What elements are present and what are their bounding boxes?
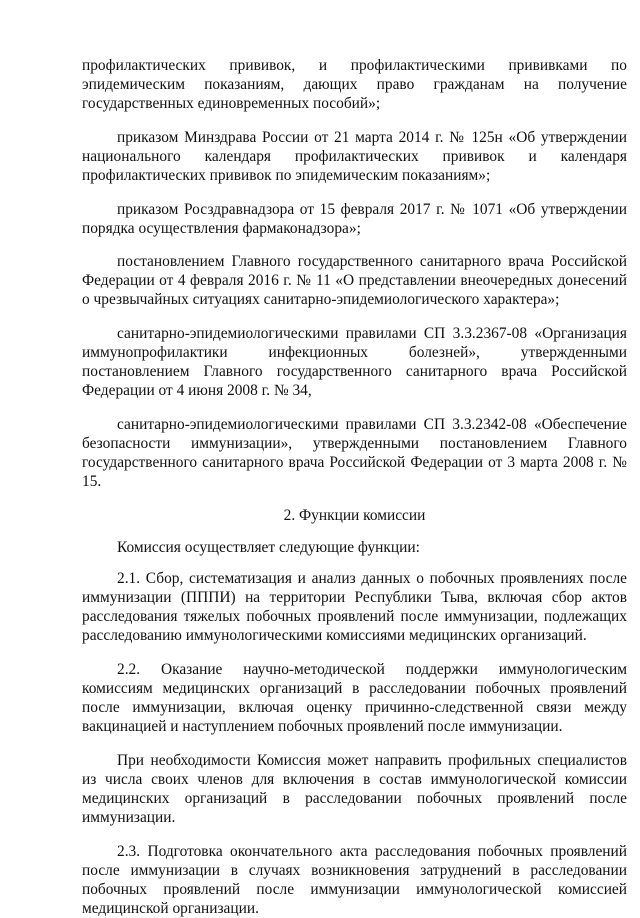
section-heading: 2. Функции комиссии — [283, 506, 426, 524]
paragraph-order-125n: приказом Минздрава России от 21 марта 2014 г. № 125н «Об утверждении национального календаря профилактических прививок и календаря профилактических прививок по эпидемическим показаниям»; — [82, 128, 627, 184]
document-body — [82, 56, 627, 918]
paragraph-sp-2367: санитарно-эпидемиологическими правилами СП 3.3.2367-08 «Организация иммунопрофилактики инфекционных болезней», утвержденными постановлением Главного государственного санитарного врача Российской Федерации от 4 июня 2008 г. № 34, — [82, 325, 627, 400]
paragraph-function-2-1: 2.1. Сбор, систематизация и анализ данных о побочных проявлениях после иммунизации (ПППИ) на территории Республики Тыва, включая сбор актов расследования тяжелых побочных проявлений после иммунизации, подлежащих расследованию иммунологическими комиссиями медицинских организаций. — [82, 569, 627, 645]
paragraph-functions-intro: Комиссия осуществляет следующие функции: — [117, 538, 420, 556]
paragraph-function-2-3: 2.3. Подготовка окончательного акта расследования побочных проявлений после иммунизации в случаях возникновения затруднений в расследовании побочных проявлений после иммунизации иммунологической комиссией медицинской организации. — [82, 842, 627, 917]
paragraph-continuation: профилактических прививок, и профилактическими прививками по эпидемическим показаниям, дающих право гражданам на получение государственных единовременных пособий»; — [82, 57, 627, 113]
paragraph-resolution-11: постановлением Главного государственного санитарного врача Российской Федерации от 4 февраля 2016 г. № 11 «О представлении внеочередных донесений о чрезвычайных ситуациях санитарно-эпидемиологического характера»; — [82, 253, 627, 309]
paragraph-specialists: При необходимости Комиссия может направить профильных специалистов из числа своих членов для включения в состав иммунологической комиссии медицинских организаций в расследовании побочных проявлений после иммунизации. — [82, 751, 627, 826]
paragraph-order-1071: приказом Росздравнадзора от 15 февраля 2017 г. № 1071 «Об утверждении порядка осуществления фармаконадзора»; — [82, 200, 627, 237]
paragraph-function-2-2: 2.2. Оказание научно-методической поддержки иммунологическим комиссиям медицинских организаций в расследовании побочных проявлений после иммунизации, включая оценку причинно-следственной связи между вакцинацией и наступлением побочных проявлений после иммунизации. — [82, 660, 627, 736]
paragraph-sp-2342: санитарно-эпидемиологическими правилами СП 3.3.2342-08 «Обеспечение безопасности иммунизации», утвержденными постановлением Главного государственного санитарного врача Российской Федерации от 3 марта 2008 г. № 15. — [82, 415, 627, 491]
